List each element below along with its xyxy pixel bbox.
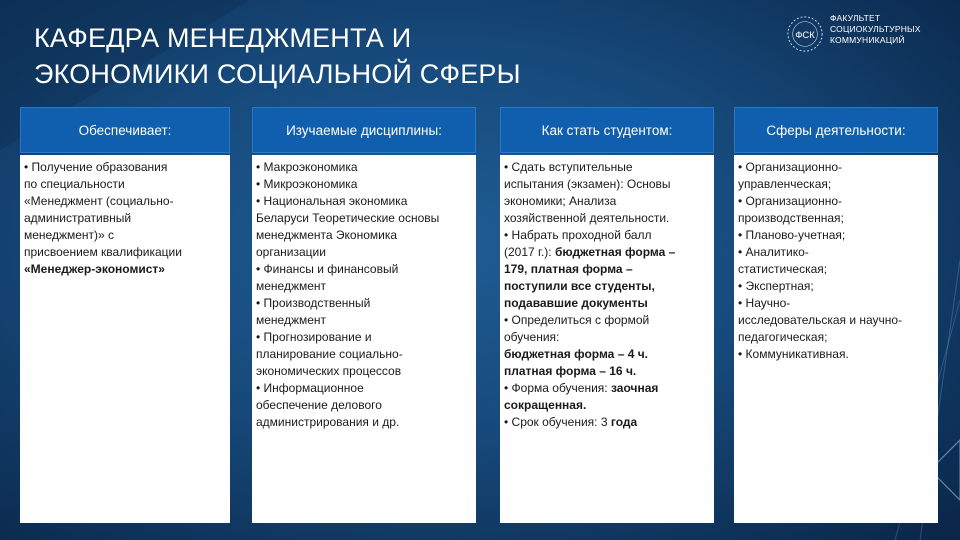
- column-text-line: поступили все студенты,: [504, 279, 655, 293]
- column-body: [734, 155, 938, 523]
- column-body: [500, 155, 714, 523]
- column-text-line: бюджетная форма – 4 ч.: [504, 347, 649, 361]
- column-text-line: • Экспертная;: [738, 279, 814, 293]
- column-text-line: • Научно-: [738, 296, 791, 310]
- column-text-line: • Информационное: [256, 381, 364, 395]
- logo-line-2: СОЦИОКУЛЬТУРНЫХ: [830, 24, 921, 34]
- column-text-line: менеджмента Экономика: [256, 228, 398, 242]
- logo-line-1: ФАКУЛЬТЕТ: [830, 13, 881, 23]
- logo-caption: [830, 13, 956, 46]
- column-text-line: • Планово-учетная;: [738, 228, 846, 242]
- column-text-line: менеджмент: [256, 279, 327, 293]
- column-text-line: • Макроэкономика: [256, 160, 358, 174]
- column-text-line: • Национальная экономика: [256, 194, 408, 208]
- column-text-line: педагогическая;: [738, 330, 828, 344]
- faculty-emblem-icon: [786, 15, 824, 53]
- column-text-line: Беларуси Теоретические основы: [256, 211, 440, 225]
- column-text-line: «Менеджер-экономист»: [24, 262, 165, 276]
- column-text-line: 179, платная форма –: [504, 262, 633, 276]
- column-heading: Сферы деятельности:: [734, 107, 938, 153]
- column-disciplines: [252, 107, 476, 523]
- line-bold-text: года: [610, 415, 638, 429]
- column-text-line: обучения:: [504, 330, 560, 344]
- column-text-line: • Сдать вступительные: [504, 160, 633, 174]
- logo-abbr: ФСК: [795, 29, 815, 41]
- column-text-line: экономики; Анализа: [504, 194, 617, 208]
- column-text-line: • Набрать проходной балл: [504, 228, 652, 242]
- column-text-line: по специальности: [24, 177, 125, 191]
- column-activity-areas: [734, 107, 938, 523]
- column-text-line: административный: [24, 211, 132, 225]
- column-text-line: обеспечение делового: [256, 398, 382, 412]
- column-text-line: • Аналитико-: [738, 245, 809, 259]
- column-heading: Обеспечивает:: [20, 107, 230, 153]
- line-text: (2017 г.):: [504, 245, 555, 259]
- title-line-1: КАФЕДРА МЕНЕДЖМЕНТА И: [34, 23, 412, 53]
- column-text-line: подававшие документы: [504, 296, 648, 310]
- column-text-line: • Микроэкономика: [256, 177, 358, 191]
- column-text-line: хозяйственной деятельности.: [504, 211, 670, 225]
- column-text-line: управленческая;: [738, 177, 832, 191]
- title-line-2: ЭКОНОМИКИ СОЦИАЛЬНОЙ СФЕРЫ: [34, 59, 521, 89]
- column-text-line: сокращенная.: [504, 398, 587, 412]
- line-text: • Форма обучения:: [504, 381, 611, 395]
- column-text-line: присвоением квалификации: [24, 245, 182, 259]
- column-text-line: менеджмент: [256, 313, 327, 327]
- column-text-line: планирование социально-: [256, 347, 403, 361]
- column-text-line: • Определиться с формой: [504, 313, 650, 327]
- page-title: [34, 20, 654, 92]
- logo-line-3: КОММУНИКАЦИЙ: [830, 35, 905, 45]
- line-bold-text: бюджетная форма –: [554, 245, 676, 259]
- column-body: [252, 155, 476, 523]
- column-text-line: организации: [256, 245, 326, 259]
- column-admission: [500, 107, 714, 523]
- column-text-line: «Менеджмент (социально-: [24, 194, 174, 208]
- column-body: [20, 155, 230, 523]
- column-text-line: • Производственный: [256, 296, 371, 310]
- line-text: • Срок обучения: 3: [504, 415, 611, 429]
- column-text-line: • Организационно-: [738, 194, 843, 208]
- column-text-line: исследовательская и научно-: [738, 313, 903, 327]
- column-text-line: [504, 380, 710, 397]
- column-text-line: • Финансы и финансовый: [256, 262, 399, 276]
- column-text-line: [504, 244, 710, 261]
- column-text-line: • Организационно-: [738, 160, 843, 174]
- column-text-line: [504, 414, 710, 431]
- column-text-line: • Коммуникативная.: [738, 347, 849, 361]
- faculty-logo: [786, 13, 956, 57]
- column-text-line: производственная;: [738, 211, 844, 225]
- column-text-line: • Получение образования: [24, 160, 168, 174]
- column-provides: [20, 107, 230, 523]
- column-text-line: экономических процессов: [256, 364, 402, 378]
- column-heading: Изучаемые дисциплины:: [252, 107, 476, 153]
- column-text-line: • Прогнозирование и: [256, 330, 372, 344]
- column-text-line: платная форма – 16 ч.: [504, 364, 637, 378]
- column-text-line: администрирования и др.: [256, 415, 400, 429]
- column-text-line: менеджмент)» с: [24, 228, 115, 242]
- column-text-line: статистическая;: [738, 262, 828, 276]
- column-heading: Как стать студентом:: [500, 107, 714, 153]
- line-bold-text: заочная: [610, 381, 659, 395]
- column-text-line: испытания (экзамен): Основы: [504, 177, 671, 191]
